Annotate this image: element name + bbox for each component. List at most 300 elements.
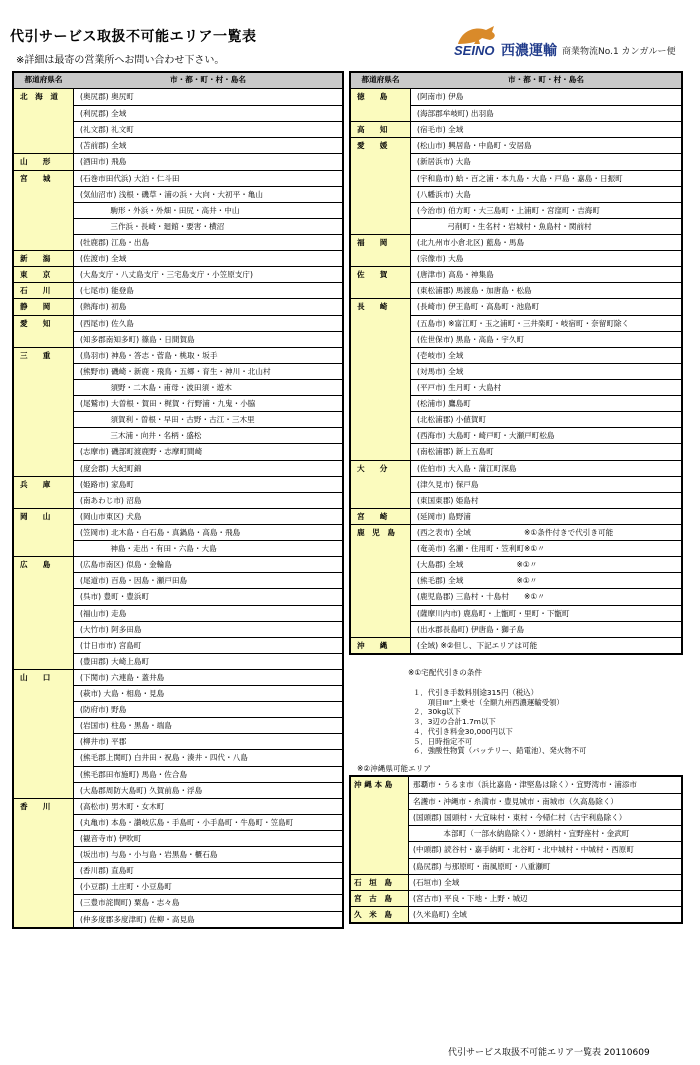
- prefecture-cell: [351, 411, 410, 427]
- area-cell: (長崎市) 伊王島町・高島町・池島町: [411, 298, 681, 314]
- area-cell: (知多郡南知多町) 篠島・日間賀島: [74, 331, 342, 347]
- area-cell: (豊田郡) 大崎上島町: [74, 653, 342, 669]
- table-row: [351, 825, 681, 841]
- area-cell: (鳥羽市) 神島・答志・菅島・桃取・坂手: [74, 347, 342, 363]
- table-row: [14, 524, 342, 540]
- prefecture-cell: [14, 717, 73, 733]
- table-row: [14, 218, 342, 234]
- prefecture-cell: [14, 846, 73, 862]
- table-row: [14, 572, 342, 588]
- area-cell: (大島郡周防大島町) 久賀前島・浮島: [74, 782, 342, 798]
- prefecture-cell: [14, 202, 73, 218]
- prefecture-cell: [14, 460, 73, 476]
- area-cell: (仲多度郡多度津町) 佐柳・高見島: [74, 911, 342, 927]
- table-row: [351, 443, 681, 459]
- prefecture-cell: [14, 379, 73, 395]
- table-row: [14, 315, 342, 331]
- area-cell: (今治市) 伯方町・大三島町・上浦町・宮窪町・吉海町: [411, 202, 681, 218]
- area-cell: (島尻郡) 与那原町・南風原町・八重瀬町: [409, 858, 681, 874]
- company-logo: [452, 22, 692, 66]
- table-row: [351, 460, 681, 476]
- area-cell: (丸亀市) 本島・讃岐広島・手島町・小手島町・牛島町・笠島町: [74, 814, 342, 830]
- table-row: [14, 701, 342, 717]
- table-header-row: [14, 73, 342, 89]
- prefecture-cell: [14, 766, 73, 782]
- area-cell: (松山市) 興居島・中島町・安居島: [411, 137, 681, 153]
- left-area-table: [12, 71, 344, 929]
- table-row: [14, 911, 342, 927]
- table-row: [351, 395, 681, 411]
- prefecture-cell: [351, 282, 410, 298]
- table-row: [14, 427, 342, 443]
- table-row: [14, 89, 342, 105]
- area-cell: (気仙沼市) 浅根・磯草・浦の浜・大向・大初平・亀山: [74, 186, 342, 202]
- prefecture-cell: 三 重: [14, 347, 73, 363]
- area-cell: (礼文郡) 礼文町: [74, 121, 342, 137]
- prefecture-cell: 宮 古 島: [351, 890, 408, 906]
- table-row: [351, 331, 681, 347]
- area-cell: (石垣市) 全域: [409, 874, 681, 890]
- prefecture-cell: [14, 427, 73, 443]
- table-row: [14, 621, 342, 637]
- table-row: [14, 862, 342, 878]
- prefecture-cell: 石 垣 島: [351, 874, 408, 890]
- table-row: [351, 411, 681, 427]
- table-row: [14, 653, 342, 669]
- prefecture-cell: [14, 911, 73, 927]
- area-cell: (壱岐市) 全域: [411, 347, 681, 363]
- area-cell: (西海市) 大島町・崎戸町・大瀬戸町松島: [411, 427, 681, 443]
- table-row: [14, 298, 342, 314]
- area-cell: (西尾市) 佐久島: [74, 315, 342, 331]
- prefecture-cell: [14, 540, 73, 556]
- prefecture-cell: [14, 862, 73, 878]
- prefecture-cell: 新 潟: [14, 250, 73, 266]
- area-cell: (柳井市) 平郡: [74, 733, 342, 749]
- area-cell: (延岡市) 島野浦: [411, 508, 681, 524]
- area-cell: (酒田市) 飛島: [74, 153, 342, 169]
- area-cell: (佐渡市) 全域: [74, 250, 342, 266]
- area-cell: (宇和島市) 蛤・百之浦・本九島・大島・戸島・嘉島・日振町: [411, 170, 681, 186]
- prefecture-cell: 広 島: [14, 556, 73, 572]
- okinawa-area-table: [349, 775, 683, 924]
- prefecture-cell: [14, 637, 73, 653]
- condition-item: １．代引き手数料別途315円（税込）: [413, 688, 538, 697]
- logo-brand: SEINO: [454, 43, 495, 58]
- area-cell: (佐伯市) 大入島・蒲江町深島: [411, 460, 681, 476]
- table-row: [14, 637, 342, 653]
- area-cell: (大島郡) 全域 ※①〃: [411, 556, 681, 572]
- area-cell: (北九州市小倉北区) 藍島・馬島: [411, 234, 681, 250]
- table-row: [14, 894, 342, 910]
- table-row: [351, 793, 681, 809]
- table-row: [14, 605, 342, 621]
- area-cell: (阿南市) 伊島: [417, 92, 464, 101]
- table-row: [351, 202, 681, 218]
- prefecture-cell: [14, 621, 73, 637]
- table-row: [351, 524, 681, 540]
- prefecture-cell: [351, 153, 410, 169]
- area-cell: (佐世保市) 黒島・高島・宇久町: [411, 331, 681, 347]
- prefecture-cell: [14, 443, 73, 459]
- prefecture-cell: [14, 411, 73, 427]
- area-cell: 三木浦・向井・名柄・盛松: [74, 427, 342, 443]
- area-cell: (三豊市詫間町) 粟島・志々島: [74, 894, 342, 910]
- prefecture-cell: [351, 841, 408, 857]
- table-row: [351, 508, 681, 524]
- table-row: [351, 347, 681, 363]
- condition-item: ３．3辺の合計1.7m以下: [413, 717, 496, 726]
- conditions-heading: ※①宅配代引きの条件: [408, 668, 482, 677]
- prefecture-cell: [351, 492, 410, 508]
- table-row: [14, 540, 342, 556]
- prefecture-cell: [351, 379, 410, 395]
- prefecture-cell: [351, 556, 410, 572]
- table-row: [351, 89, 681, 105]
- table-row: [351, 637, 681, 653]
- table-row: [14, 105, 342, 121]
- area-cell: 須賀利・曽根・早田・古野・古江・三木里: [74, 411, 342, 427]
- area-cell: (坂出市) 与島・小与島・岩黒島・櫃石島: [74, 846, 342, 862]
- area-column-header: 市・都・町・村・島名: [411, 73, 681, 88]
- table-row: [14, 476, 342, 492]
- table-header-row: [351, 73, 681, 89]
- area-cell: 三作浜・長崎・廻館・要害・横沼: [74, 218, 342, 234]
- table-row: [14, 588, 342, 604]
- prefecture-cell: [14, 701, 73, 717]
- table-row: [14, 830, 342, 846]
- area-cell: (宮古市) 平良・下地・上野・城辺: [409, 890, 681, 906]
- prefecture-cell: [14, 733, 73, 749]
- table-row: [351, 841, 681, 857]
- prefecture-cell: [14, 878, 73, 894]
- area-cell: (姫路市) 家島町: [74, 476, 342, 492]
- area-cell: (広島市南区) 似島・金輪島: [74, 556, 342, 572]
- prefecture-cell: [351, 186, 410, 202]
- table-row: [14, 202, 342, 218]
- table-row: [14, 411, 342, 427]
- area-cell: (鹿児島郡) 三島村・十島村 ※①〃: [411, 588, 681, 604]
- table-row: [351, 858, 681, 874]
- table-row: [14, 121, 342, 137]
- area-cell: (宿毛市) 全域: [411, 121, 681, 137]
- table-row: [14, 282, 342, 298]
- area-cell: (五島市) ※富江町・玉之浦町・三井楽町・岐宿町・奈留町除く: [411, 315, 681, 331]
- prefecture-cell: [351, 105, 410, 121]
- table-row: [351, 492, 681, 508]
- table-row: [351, 588, 681, 604]
- area-cell: (宗像市) 大島: [411, 250, 681, 266]
- table-row: [14, 170, 342, 186]
- prefecture-cell: 鹿 児 島: [351, 524, 410, 540]
- area-cell: (高松市) 男木町・女木町: [74, 798, 342, 814]
- table-row: [351, 153, 681, 169]
- prefecture-cell: 久 米 島: [351, 906, 408, 922]
- area-cell: (奥尻郡) 奥尻町: [80, 92, 134, 101]
- prefecture-cell: [14, 749, 73, 765]
- table-row: [14, 363, 342, 379]
- prefecture-cell: 佐 賀: [351, 266, 410, 282]
- table-row: [14, 266, 342, 282]
- prefecture-cell: [14, 121, 73, 137]
- area-cell: (岩国市) 柱島・黒島・端島: [74, 717, 342, 733]
- prefecture-cell: [14, 105, 73, 121]
- area-cell: (東国東郡) 姫島村: [411, 492, 681, 508]
- table-row: [351, 298, 681, 314]
- prefecture-cell: [351, 588, 410, 604]
- prefecture-cell: [14, 234, 73, 250]
- table-row: [14, 798, 342, 814]
- table-row: [351, 105, 681, 121]
- table-row: [14, 846, 342, 862]
- area-cell: (中頭郡) 読谷村・嘉手納町・北谷町・北中城村・中城村・西原町: [409, 841, 681, 857]
- area-cell: (国頭郡) 国頭村・大宜味村・東村・今帰仁村（古宇利島除く）: [409, 809, 681, 825]
- area-cell: (牡鹿郡) 江島・出島: [74, 234, 342, 250]
- prefecture-cell: 徳 島: [351, 89, 410, 105]
- table-row: [351, 906, 681, 922]
- table-row: [351, 379, 681, 395]
- prefecture-cell: [14, 782, 73, 798]
- table-row: [351, 218, 681, 234]
- prefecture-cell: 沖 縄: [351, 637, 410, 653]
- area-cell: (南松浦郡) 新上五島町: [411, 443, 681, 459]
- table-row: [14, 137, 342, 153]
- prefecture-cell: [14, 137, 73, 153]
- prefecture-cell: 東 京: [14, 266, 73, 282]
- table-row: [351, 170, 681, 186]
- prefecture-cell: [351, 825, 408, 841]
- prefecture-cell: [14, 685, 73, 701]
- area-cell: (利尻郡) 全域: [74, 105, 342, 121]
- prefecture-cell: [14, 524, 73, 540]
- prefecture-cell: [14, 363, 73, 379]
- table-row: [351, 890, 681, 906]
- area-cell: (薩摩川内市) 鹿島町・上甑町・里町・下甑町: [411, 605, 681, 621]
- table-row: [351, 556, 681, 572]
- area-cell: (唐津市) 高島・神集島: [411, 266, 681, 282]
- logo-company-name: 西濃運輸: [501, 43, 557, 59]
- area-cell: (度会郡) 大紀町錦: [74, 460, 342, 476]
- table-row: [14, 782, 342, 798]
- prefecture-cell: [351, 395, 410, 411]
- prefecture-cell: [14, 395, 73, 411]
- area-cell: (香川郡) 直島町: [74, 862, 342, 878]
- area-cell: (尾鷲市) 大曽根・賀田・梶賀・行野浦・九鬼・小脇: [74, 395, 342, 411]
- prefecture-cell: [14, 653, 73, 669]
- area-cell: (出水郡長島町) 伊唐島・獅子島: [411, 621, 681, 637]
- prefecture-cell: [351, 540, 410, 556]
- area-cell: 駒形・外浜・外畑・田尻・高井・中山: [74, 202, 342, 218]
- logo-slogan: 商業物流No.1 カンガルー便: [562, 47, 676, 57]
- table-row: [14, 814, 342, 830]
- prefecture-cell: [351, 621, 410, 637]
- area-cell: (久米島町) 全域: [409, 906, 681, 922]
- table-row: [351, 540, 681, 556]
- table-row: [14, 685, 342, 701]
- area-cell: (萩市) 大島・相島・見島: [74, 685, 342, 701]
- table-row: [351, 315, 681, 331]
- prefecture-cell: [14, 588, 73, 604]
- area-cell: (熊毛郡田布施町) 馬島・佐合島: [74, 766, 342, 782]
- area-cell: (東松浦郡) 馬渡島・加唐島・松島: [411, 282, 681, 298]
- area-cell: (大島支庁・八丈島支庁・三宅島支庁・小笠原支庁): [74, 266, 342, 282]
- table-row: [351, 266, 681, 282]
- table-row: [351, 605, 681, 621]
- area-cell: (海部郡牟岐町) 出羽島: [411, 105, 681, 121]
- area-cell: 須野・二木島・甫母・波田須・遊木: [74, 379, 342, 395]
- area-cell: (岡山市東区) 犬島: [74, 508, 342, 524]
- area-cell: (熱海市) 初島: [74, 298, 342, 314]
- prefecture-cell: 愛 知: [14, 315, 73, 331]
- table-row: [351, 282, 681, 298]
- prefecture-cell: [351, 363, 410, 379]
- prefecture-cell: [351, 250, 410, 266]
- table-row: [14, 669, 342, 685]
- prefecture-cell: 山 形: [14, 153, 73, 169]
- table-row: [351, 234, 681, 250]
- table-row: [351, 137, 681, 153]
- prefecture-cell: 宮 城: [14, 170, 73, 186]
- table-row: [351, 427, 681, 443]
- table-row: [14, 250, 342, 266]
- area-cell: (熊野市) 磯崎・新鹿・飛鳥・五郷・育生・神川・北山村: [74, 363, 342, 379]
- prefecture-cell: 香 川: [14, 798, 73, 814]
- table-row: [14, 331, 342, 347]
- prefecture-cell: 福 岡: [351, 234, 410, 250]
- area-cell: (苫前郡) 全域: [74, 137, 342, 153]
- prefecture-cell: [351, 605, 410, 621]
- prefecture-cell: [14, 830, 73, 846]
- prefecture-cell: [351, 331, 410, 347]
- okinawa-heading: ※②沖縄県可能エリア: [357, 764, 431, 773]
- prefecture-cell: [351, 572, 410, 588]
- area-cell: 名護市・沖縄市・糸満市・豊見城市・南城市（久高島除く）: [409, 793, 681, 809]
- table-row: [14, 733, 342, 749]
- area-cell: 本部町（一部水納島除く）・恩納村・宜野座村・金武町: [409, 825, 681, 841]
- area-cell: (志摩市) 磯部町渡鹿野・志摩町間崎: [74, 443, 342, 459]
- table-row: [14, 556, 342, 572]
- pref-column-header: 都道府県名: [351, 73, 410, 88]
- area-cell: (廿日市市) 宮島町: [74, 637, 342, 653]
- area-cell: (全域) ※②但し、下記エリアは可能: [411, 637, 681, 653]
- prefecture-cell: [351, 793, 408, 809]
- area-cell: (対馬市) 全域: [411, 363, 681, 379]
- prefecture-cell: 愛 媛: [351, 137, 410, 153]
- table-row: [351, 476, 681, 492]
- area-cell: (津久見市) 保戸島: [411, 476, 681, 492]
- area-cell: (北松浦郡) 小値賀町: [411, 411, 681, 427]
- condition-item: ２．30kg以下: [413, 707, 461, 716]
- prefecture-cell: [14, 218, 73, 234]
- prefecture-cell: [14, 605, 73, 621]
- table-row: [14, 460, 342, 476]
- area-cell: (呉市) 豊町・豊浜町: [74, 588, 342, 604]
- area-cell: (笠岡市) 北木島・白石島・真鍋島・高島・飛島: [74, 524, 342, 540]
- table-row: [14, 508, 342, 524]
- prefecture-cell: 長 崎: [351, 298, 410, 314]
- prefecture-cell: [351, 476, 410, 492]
- table-row: [14, 153, 342, 169]
- area-cell: 那覇市・うるま市（浜比嘉島・津堅島は除く）・宜野湾市・浦添市: [413, 780, 638, 789]
- area-cell: (福山市) 走島: [74, 605, 342, 621]
- table-row: [14, 379, 342, 395]
- condition-item: ４．代引き料金30,000円以下: [413, 727, 513, 736]
- prefecture-cell: [351, 809, 408, 825]
- table-row: [14, 717, 342, 733]
- table-row: [351, 572, 681, 588]
- prefecture-cell: [351, 170, 410, 186]
- area-cell: (平戸市) 生月町・大島村: [411, 379, 681, 395]
- table-row: [14, 492, 342, 508]
- area-cell: (新居浜市) 大島: [411, 153, 681, 169]
- prefecture-cell: [14, 894, 73, 910]
- area-cell: (尾道市) 百島・因島・瀬戸田島: [74, 572, 342, 588]
- table-row: [14, 878, 342, 894]
- area-cell: (大竹市) 阿多田島: [74, 621, 342, 637]
- prefecture-cell: [14, 814, 73, 830]
- table-row: [14, 766, 342, 782]
- prefecture-cell: [351, 347, 410, 363]
- inquiry-note: ※詳細は最寄の営業所へお問い合わせ下さい。: [16, 55, 225, 66]
- prefecture-cell: 高 知: [351, 121, 410, 137]
- pref-column-header: 都道府県名: [14, 73, 73, 88]
- prefecture-cell: 石 川: [14, 282, 73, 298]
- condition-item: ５．日時指定不可: [413, 737, 473, 746]
- area-cell: (西之表市) 全域 ※①条件付きで代引き可能: [411, 524, 681, 540]
- prefecture-cell: 大 分: [351, 460, 410, 476]
- area-column-header: 市・都・町・村・島名: [74, 73, 342, 88]
- prefecture-cell: 兵 庫: [14, 476, 73, 492]
- table-row: [351, 363, 681, 379]
- table-row: [14, 749, 342, 765]
- prefecture-cell: [351, 218, 410, 234]
- page-title: 代引サービス取扱不可能エリア一覧表: [10, 29, 257, 45]
- prefecture-cell: [14, 492, 73, 508]
- prefecture-cell: [351, 427, 410, 443]
- prefecture-cell: [14, 572, 73, 588]
- prefecture-cell: [14, 331, 73, 347]
- footer-label: 代引サービス取扱不可能エリア一覧表 20110609: [448, 1048, 650, 1058]
- prefecture-cell: 宮 崎: [351, 508, 410, 524]
- condition-item: ６．強酸性物質（バッテリー、鉛電池）、発火物不可: [413, 746, 587, 755]
- table-row: [351, 250, 681, 266]
- table-row: [14, 395, 342, 411]
- area-cell: (観音寺市) 伊吹町: [74, 830, 342, 846]
- area-cell: 神島・走出・有田・六島・大島: [74, 540, 342, 556]
- prefecture-cell: [351, 315, 410, 331]
- prefecture-cell: [14, 186, 73, 202]
- table-row: [351, 121, 681, 137]
- prefecture-cell: [351, 858, 408, 874]
- table-row: [14, 347, 342, 363]
- prefecture-cell: 山 口: [14, 669, 73, 685]
- area-cell: (石巻市田代浜) 大泊・仁斗田: [74, 170, 342, 186]
- table-row: [351, 874, 681, 890]
- prefecture-cell: 北 海 道: [14, 89, 73, 105]
- area-cell: (熊毛郡) 全域 ※①〃: [411, 572, 681, 588]
- area-cell: (小豆郡) 土庄町・小豆島町: [74, 878, 342, 894]
- right-area-table: [349, 71, 683, 655]
- table-row: [14, 443, 342, 459]
- prefecture-cell: 岡 山: [14, 508, 73, 524]
- area-cell: (防府市) 野島: [74, 701, 342, 717]
- table-row: [351, 777, 681, 793]
- table-row: [351, 809, 681, 825]
- area-cell: (七尾市) 能登島: [74, 282, 342, 298]
- area-cell: (八幡浜市) 大島: [411, 186, 681, 202]
- area-cell: (南あわじ市) 沼島: [74, 492, 342, 508]
- table-row: [14, 234, 342, 250]
